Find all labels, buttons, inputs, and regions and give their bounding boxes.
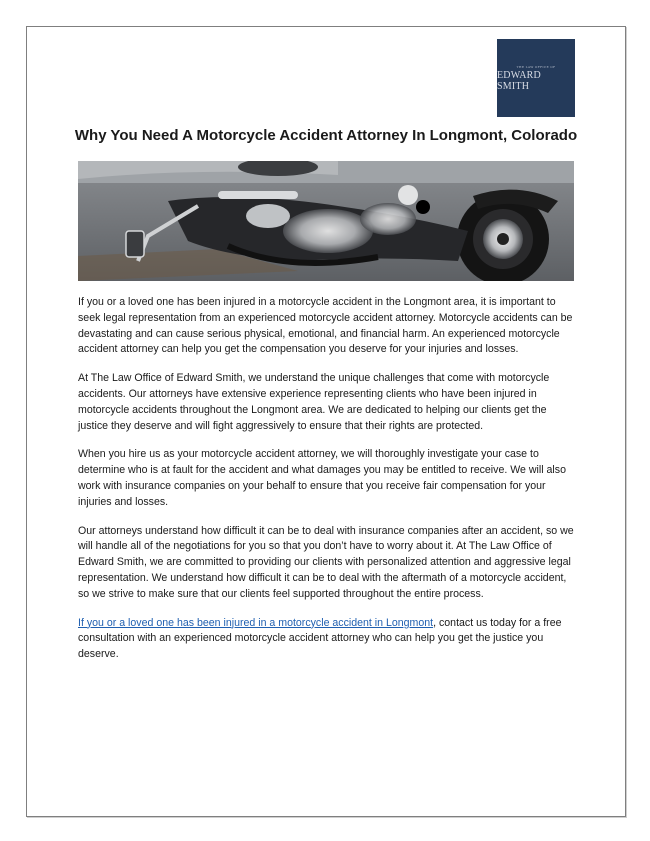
document-page <box>26 26 626 817</box>
law-office-logo <box>497 39 575 117</box>
paragraph-2: At The Law Office of Edward Smith, we understand the unique challenges that come with motorcycle accidents. Our attorneys have extensive experience representing clients who have been injured in motorcycle accidents throughout the Longmont area. We are dedicated to helping our clients get the justice they deserve and will fight aggressively to ensure that their rights are protected. <box>78 372 550 432</box>
motorcycle-crash-photo <box>78 161 574 281</box>
article-body <box>78 295 574 676</box>
consultation-link[interactable]: If you or a loved one has been injured in a motorcycle accident in Longmont <box>78 616 434 629</box>
page-title: Why You Need A Motorcycle Accident Attorney In Longmont, Colorado <box>74 127 578 144</box>
paragraph-3: When you hire us as your motorcycle accident attorney, we will thoroughly investigate your case to determine who is at fault for the accident and what damages you may be entitled to receive. We will also work with insurance companies on your behalf to ensure that you receive fair compensation for your injuries and losses. <box>78 448 566 508</box>
crash-photo-illustration <box>78 161 574 281</box>
paragraph-4: Our attorneys understand how difficult it can be to deal with insurance companies after an accident, so we will handle all of the negotiations for you so that you don’t have to worry about it. At The Law Office of Edward Smith, we are committed to providing our clients with personalized attention and aggressive legal representation. We understand how difficult it can be to deal with the aftermath of a motorcycle accident, so we strive to make sure that our clients feel supported throughout the entire process. <box>78 524 574 600</box>
logo-name: EDWARD SMITH <box>497 69 541 92</box>
logo-subtitle: THE LAW OFFICE OF <box>516 64 556 69</box>
paragraph-1: If you or a loved one has been injured in a motorcycle accident in the Longmont area, it is important to seek legal representation from an experienced motorcycle accident attorney. Motorcycle accidents can be devastating and can cause serious physical, emotional, and financial harm. An experienced motorcycle accident attorney can help you get the compensation you deserve for your injuries and losses. <box>78 296 573 356</box>
closing-text: , contact us today for a free consultation with an experienced motorcycle accident attorney who can help you get the justice you deserve. <box>78 616 562 661</box>
closing-paragraph <box>78 616 574 663</box>
